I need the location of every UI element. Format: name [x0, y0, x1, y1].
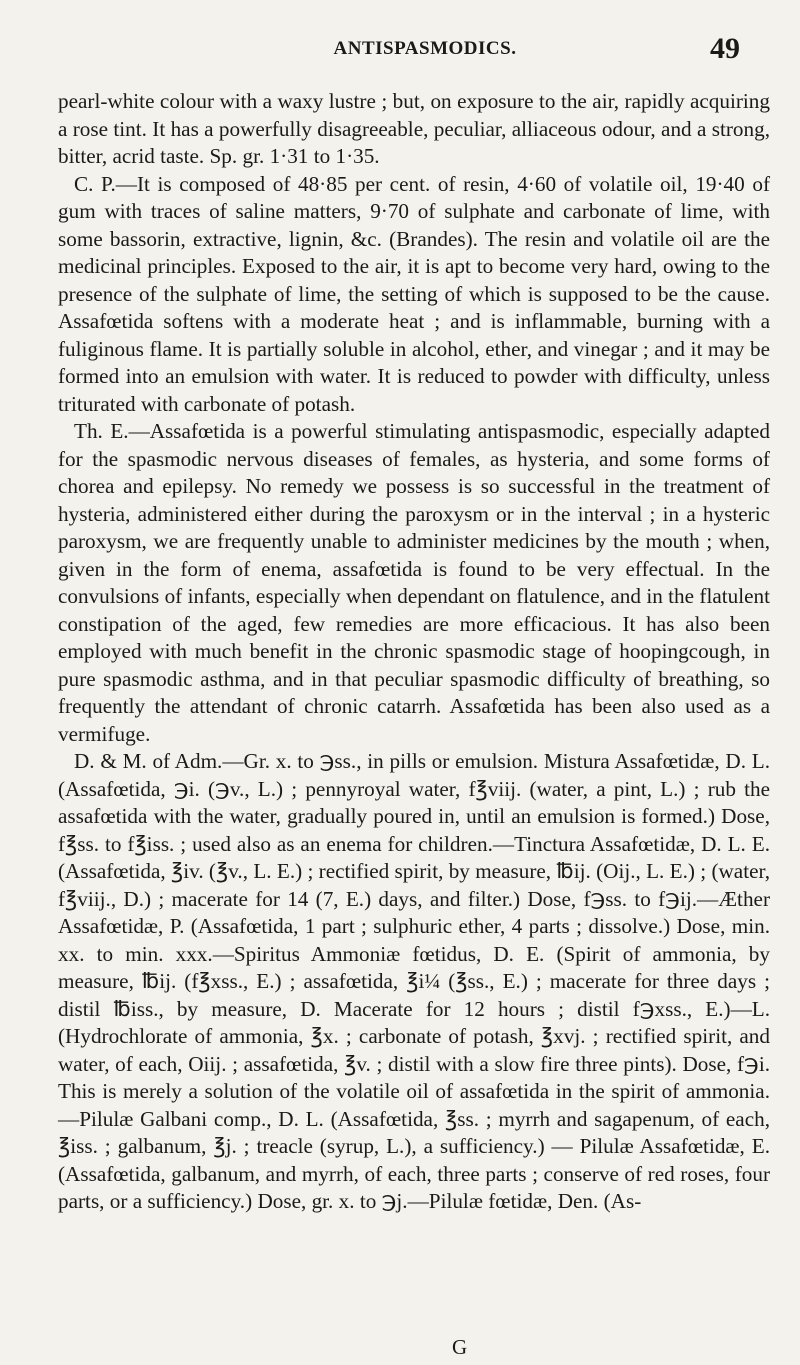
- signature-mark: G: [452, 1335, 468, 1359]
- running-head: ANTISPASMODICS.: [333, 38, 517, 59]
- paragraph-dose-and-administration: D. & M. of Adm.—Gr. x. to ℈ss., in pills or emulsion. Mistura Assafœtidæ, D. L. (Assafœtida, ℈i. (℈v., L.) ; pennyroyal water, f℥viij. (water, a pint, L.) ; rub the assafœtida with the water, gradually poured in, until an emulsion is formed.) Dose, f℥ss. to f℥iss. ; used also as an enema for children.—Tinctura Assafœtidæ, D. L. E. (Assafœtida, ℥iv. (℥v., L. E.) ; rectified spirit, by measure, ℔ij. (Oij., L. E.) ; (water, f℥viij., D.) ; macerate for 14 (7, E.) days, and filter.) Dose, f℈ss. to f℈ij.—Æther Assafœtidæ, P. (Assafœtida, 1 part ; sulphuric ether, 4 parts ; dissolve.) Dose, min. xx. to min. xxx.—Spiritus Ammoniæ fœtidus, D. E. (Spirit of ammonia, by measure, ℔ij. (f℥xss., E.) ; assafœtida, ℥i¼ (℥ss., E.) ; macerate for three days ; distil ℔iss., by measure, D. Macerate for 12 hours ; distil f℈xss., E.)—L. (Hydrochlorate of ammonia, ℥x. ; carbonate of potash, ℥xvj. ; rectified spirit, and water, of each, Oiij. ; assafœtida, ℥v. ; distil with a slow fire three pints). Dose, f℈i. This is merely a solution of the volatile oil of assafœtida in the spirit of ammonia. —Pilulæ Galbani comp., D. L. (Assafœtida, ℥ss. ; myrrh and sagapenum, of each, ℥iss. ; galbanum, ℥j. ; treacle (syrup, L.), a sufficiency.) — Pilulæ Assafœtidæ, E. (Assafœtida, galbanum, and myrrh, of each, three parts ; conserve of red roses, four parts, or a sufficiency.) Dose, gr. x. to ℈j.—Pilulæ fœtidæ, Den. (As-: [58, 749, 770, 1213]
- page-header: [110, 32, 740, 72]
- paragraph-continuation: pearl-white colour with a waxy lustre ; but, on exposure to the air, rapidly acquiring a rose tint. It has a powerfully disagreeable, peculiar, alliaceous odour, and a strong, bitter, acrid taste. Sp. gr. 1·31 to 1·35.: [58, 89, 770, 168]
- paragraph-therapeutic-effects: Th. E.—Assafœtida is a powerful stimulating antispasmodic, especially adapted for the spasmodic nervous diseases of females, as hysteria, and some forms of chorea and epilepsy. No remedy we possess is so successful in the treatment of hysteria, administered either during the paroxysm or in the interval ; in a hysteric paroxysm, we are frequently unable to administer medicines by the mouth ; when, given in the form of enema, assafœtida is found to be very effectual. In the convulsions of infants, especially when dependant on flatulence, and in the flatulent constipation of the aged, few remedies are more efficacious. It has also been employed with much benefit in the chronic spasmodic stage of hoopingcough, in pure spasmodic asthma, and in that peculiar spasmodic difficulty of breathing, so frequently the attendant of chronic catarrh. Assafœtida has been also used as a vermifuge.: [58, 419, 770, 746]
- page-number: 49: [710, 32, 740, 65]
- body-text: [58, 88, 770, 1216]
- paragraph-chemical-properties: C. P.—It is composed of 48·85 per cent. of resin, 4·60 of volatile oil, 19·40 of gum with traces of saline matters, 9·70 of sulphate and carbonate of lime, with some bassorin, extractive, lignin, &c. (Brandes). The resin and volatile oil are the medicinal principles. Exposed to the air, it is apt to become very hard, owing to the presence of the sulphate of lime, the setting of which is supposed to be the cause. Assafœtida softens with a moderate heat ; and is inflammable, burning with a fuliginous flame. It is partially soluble in alcohol, ether, and vinegar ; and it may be formed into an emulsion with water. It is reduced to powder with difficulty, unless triturated with carbonate of potash.: [58, 171, 770, 416]
